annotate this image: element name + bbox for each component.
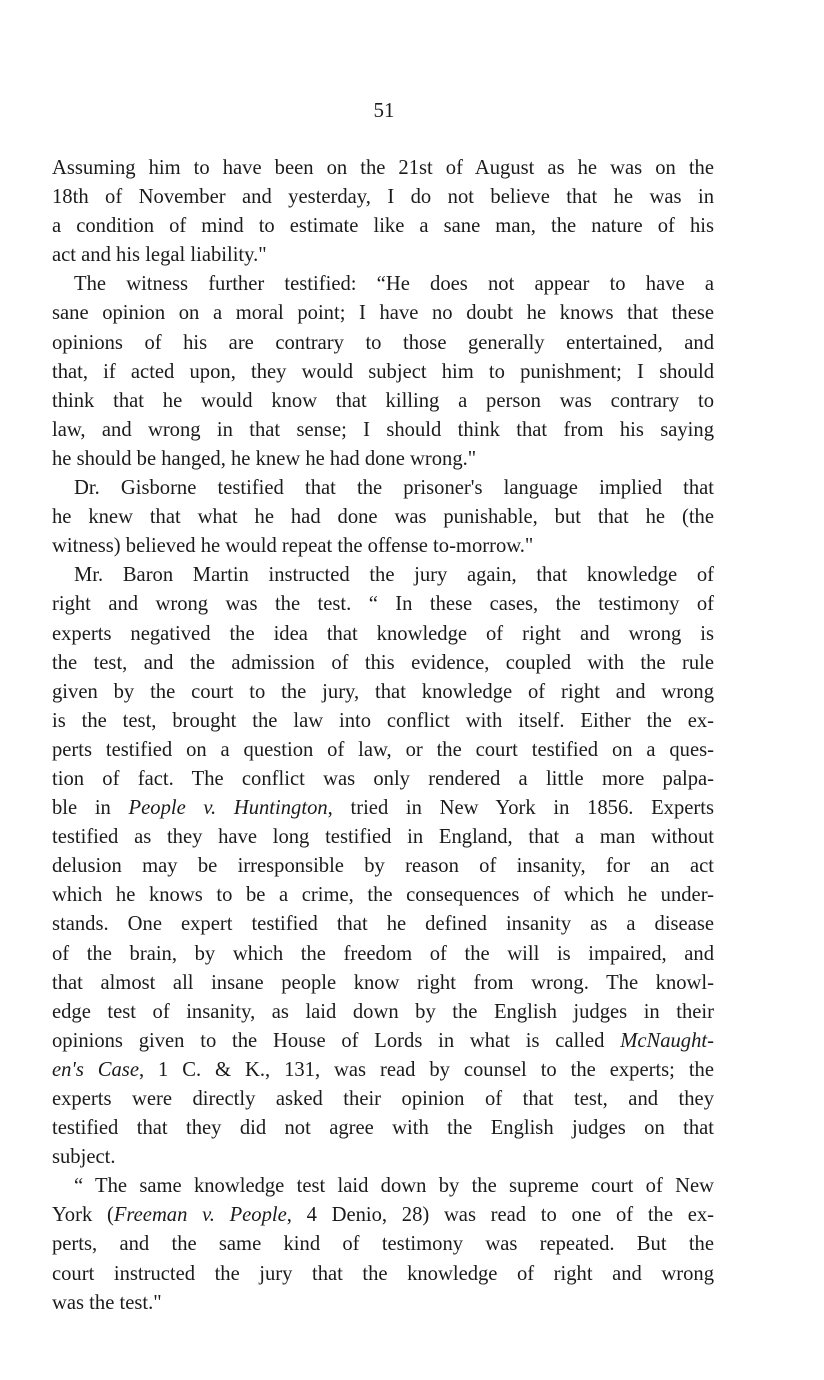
text-line: [52, 183, 714, 212]
text-line: [52, 1260, 714, 1289]
text-segment: ble in: [52, 797, 129, 820]
text-line: [52, 969, 714, 998]
text-segment: witness) believed he would repeat the offense to-morrow.": [52, 535, 534, 558]
text-segment: experts negatived the idea that knowledge of right and wrong is: [52, 622, 714, 645]
text-line: [52, 852, 714, 881]
text-segment: perts, and the same kind of testimony was repeated. But the: [52, 1233, 714, 1256]
text-segment: a condition of mind to estimate like a sane man, the nature of his: [52, 215, 714, 238]
page-number: 51: [373, 98, 395, 122]
text-line: [52, 416, 714, 445]
text-line: [52, 503, 714, 532]
text-segment: he knew that what he had done was punishable, but that he (the: [52, 506, 714, 529]
text-segment: which he knows to be a crime, the consequences of which he under-: [52, 884, 714, 907]
text-line: [52, 1114, 714, 1143]
text-line: [52, 1201, 714, 1230]
text-segment: sane opinion on a moral point; I have no doubt he knows that these: [52, 302, 714, 325]
text-line: [52, 707, 714, 736]
text-line: [52, 532, 714, 561]
text-line: [52, 329, 714, 358]
text-segment: edge test of insanity, as laid down by the English judges in their: [52, 1000, 714, 1023]
text-segment: perts testified on a question of law, or the court testified on a ques-: [52, 738, 714, 761]
text-segment: stands. One expert testified that he defined insanity as a disease: [52, 913, 714, 936]
text-line: [52, 1230, 714, 1259]
text-segment: that almost all insane people know right from wrong. The knowl-: [52, 971, 714, 994]
body-text: [52, 154, 714, 1318]
text-line: [52, 998, 714, 1027]
text-line: [52, 1027, 714, 1056]
text-line: [52, 620, 714, 649]
text-line: [52, 881, 714, 910]
text-segment: , 1 C. & K., 131, was read by counsel to the experts; the: [138, 1058, 714, 1081]
text-segment: , 4 Denio, 28) was read to one of the ex-: [286, 1204, 714, 1227]
text-segment: act and his legal liability.": [52, 244, 267, 267]
text-line: [52, 1143, 714, 1172]
text-segment: court instructed the jury that the knowledge of right and wrong: [52, 1262, 714, 1285]
text-line: [52, 358, 714, 387]
text-line: [52, 1085, 714, 1114]
text-segment: 18th of November and yesterday, I do not believe that he was in: [52, 186, 714, 209]
text-line: [52, 241, 714, 270]
text-line: [52, 590, 714, 619]
text-line: [52, 940, 714, 969]
italic-case-name: McNaught-: [620, 1029, 714, 1052]
text-line: [52, 1056, 714, 1085]
text-segment: testified as they have long testified in England, that a man without: [52, 826, 714, 849]
text-segment: testified that they did not agree with the English judges on that: [52, 1117, 714, 1140]
text-line: [52, 474, 714, 503]
text-segment: given by the court to the jury, that knowledge of right and wrong: [52, 680, 714, 703]
text-segment: right and wrong was the test. “ In these cases, the testimony of: [52, 593, 714, 616]
italic-case-name: People v. Huntington: [128, 797, 328, 820]
text-segment: The witness further testified: “He does not appear to have a: [74, 273, 714, 296]
text-segment: subject.: [52, 1146, 116, 1169]
text-line: [52, 445, 714, 474]
text-segment: tion of fact. The conflict was only rendered a little more palpa-: [52, 767, 714, 790]
text-line: [52, 1172, 714, 1201]
text-line: [52, 299, 714, 328]
text-line: [52, 823, 714, 852]
text-line: [52, 387, 714, 416]
text-line: [52, 212, 714, 241]
text-segment: the test, and the admission of this evidence, coupled with the rule: [52, 651, 714, 674]
text-line: [52, 649, 714, 678]
text-segment: delusion may be irresponsible by reason of insanity, for an act: [52, 855, 714, 878]
text-segment: experts were directly asked their opinion of that test, and they: [52, 1088, 714, 1110]
text-segment: Dr. Gisborne testified that the prisoner's language implied that: [74, 477, 714, 500]
text-segment: was the test.": [52, 1291, 162, 1314]
text-segment: Assuming him to have been on the 21st of August as he was on the: [52, 157, 714, 179]
text-line: [52, 270, 714, 299]
italic-case-name: en's Case: [52, 1058, 139, 1081]
text-line: [52, 910, 714, 939]
text-segment: Mr. Baron Martin instructed the jury again, that knowledge of: [74, 564, 714, 587]
text-segment: he should be hanged, he knew he had done wrong.": [52, 447, 477, 470]
text-segment: of the brain, by which the freedom of the will is impaired, and: [52, 942, 714, 965]
text-segment: York (: [52, 1204, 114, 1227]
text-segment: is the test, brought the law into conflict with itself. Either the ex-: [52, 709, 714, 732]
text-segment: that, if acted upon, they would subject him to punishment; I should: [52, 360, 714, 383]
text-segment: , tried in New York in 1856. Experts: [327, 797, 714, 820]
text-segment: opinions of his are contrary to those generally entertained, and: [52, 331, 714, 354]
text-segment: “ The same knowledge test laid down by the supreme court of New: [74, 1175, 714, 1198]
text-line: [52, 736, 714, 765]
text-segment: think that he would know that killing a person was contrary to: [52, 389, 714, 412]
text-line: [52, 794, 714, 823]
text-line: [52, 1289, 714, 1318]
italic-case-name: Freeman v. People: [113, 1204, 287, 1227]
text-line: [52, 154, 714, 183]
text-segment: opinions given to the House of Lords in what is called: [52, 1029, 621, 1052]
text-line: [52, 678, 714, 707]
text-line: [52, 561, 714, 590]
text-segment: law, and wrong in that sense; I should think that from his saying: [52, 418, 714, 441]
text-line: [52, 765, 714, 794]
